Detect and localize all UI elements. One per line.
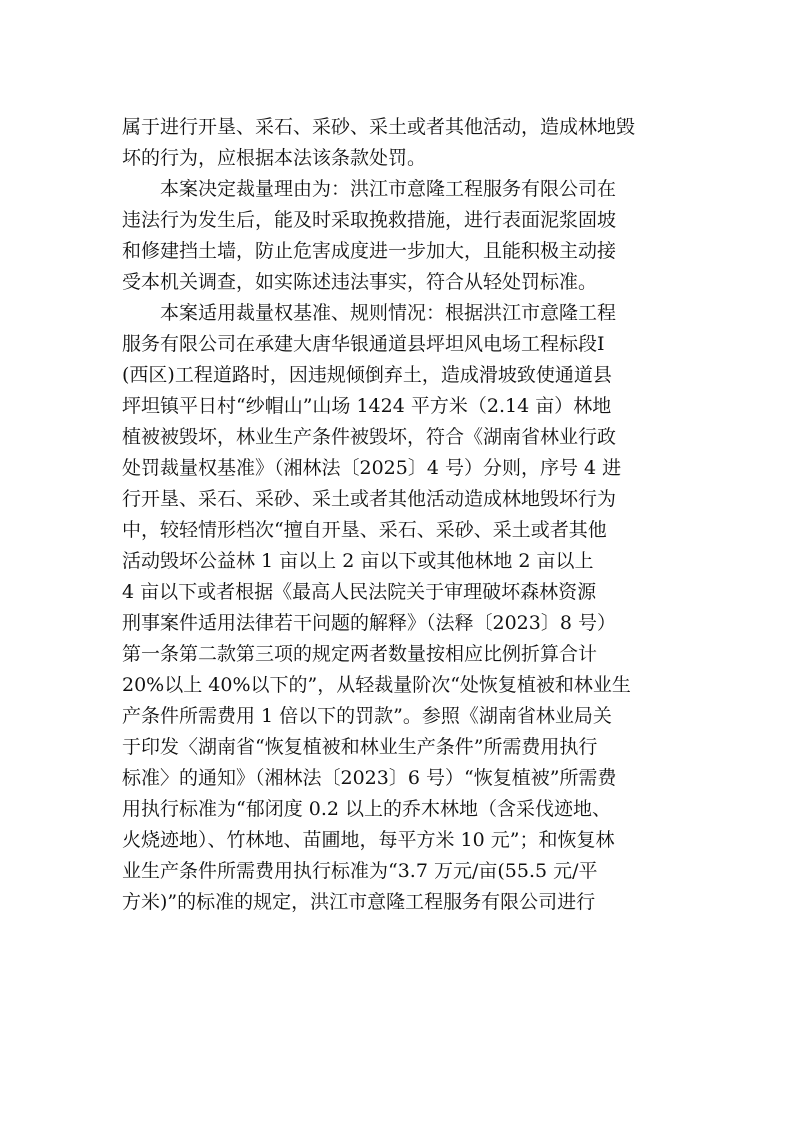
text-line: (西区)工程道路时，因违规倾倒弃土，造成滑坡致使通道县 (122, 364, 612, 386)
paragraph-discretion-standard (122, 298, 682, 918)
text-line: 产条件所需费用 1 倍以下的罚款”。参照《湖南省林业局关 (122, 705, 612, 727)
text-line: 20%以上 40%以下的”，从轻裁量阶次“处恢复植被和林业生 (122, 674, 631, 696)
text-line: 行开垦、采石、采砂、采土或者其他活动造成林地毁坏行为 (122, 488, 617, 510)
text-line: 受本机关调查，如实陈述违法事实，符合从轻处罚标准。 (122, 271, 598, 293)
text-line: 火烧迹地）、竹林地、苗圃地，每平方米 10 元”；和恢复林 (122, 829, 615, 851)
text-line: 4 亩以下或者根据《最高人民法院关于审理破坏森林资源 (122, 581, 597, 603)
text-line: 植被被毁坏，林业生产条件被毁坏，符合《湖南省林业行政 (122, 426, 617, 448)
text-line: 刑事案件适用法律若干问题的解释》（法释〔2023〕8 号） (122, 612, 616, 634)
text-line: 属于进行开垦、采石、采砂、采土或者其他活动，造成林地毁 (122, 116, 636, 138)
text-line: 业生产条件所需费用执行标准为“3.7 万元/亩(55.5 元/平 (122, 860, 598, 882)
text-line: 第一条第二款第三项的规定两者数量按相应比例折算合计 (122, 643, 598, 665)
text-line: 活动毁坏公益林 1 亩以上 2 亩以下或其他林地 2 亩以上 (122, 550, 594, 572)
paragraph-decision-reason (122, 174, 682, 298)
text-line: 标准〉的通知》（湘林法〔2023〕6 号）“恢复植被”所需费 (122, 767, 617, 789)
text-line: 方米)”的标准的规定，洪江市意隆工程服务有限公司进行 (122, 891, 596, 913)
text-line: 于印发〈湖南省“恢复植被和林业生产条件”所需费用执行 (122, 736, 598, 758)
document-body (122, 112, 682, 918)
text-line: 服务有限公司在承建大唐华银通道县坪坦风电场工程标段Ⅰ (122, 333, 605, 355)
text-line: 中，较轻情形档次“擅自开垦、采石、采砂、采土或者其他 (122, 519, 607, 541)
text-line: 本案适用裁量权基准、规则情况：根据洪江市意隆工程 (122, 302, 617, 324)
text-line: 和修建挡土墙，防止危害成度进一步加大，且能积极主动接 (122, 240, 617, 262)
text-line: 坪坦镇平日村“纱帽山”山场 1424 平方米（2.14 亩）林地 (122, 395, 612, 417)
text-line: 处罚裁量权基准》（湘林法〔2025〕4 号）分则，序号 4 进 (122, 457, 622, 479)
text-line: 用执行标准为“郁闭度 0.2 以上的乔木林地（含采伐迹地、 (122, 798, 612, 820)
text-line: 本案决定裁量理由为：洪江市意隆工程服务有限公司在 (122, 178, 617, 200)
paragraph-penalty-basis (122, 112, 682, 174)
text-line: 违法行为发生后，能及时采取挽救措施，进行表面泥浆固坡 (122, 209, 617, 231)
text-line: 坏的行为，应根据本法该条款处罚。 (122, 147, 427, 169)
